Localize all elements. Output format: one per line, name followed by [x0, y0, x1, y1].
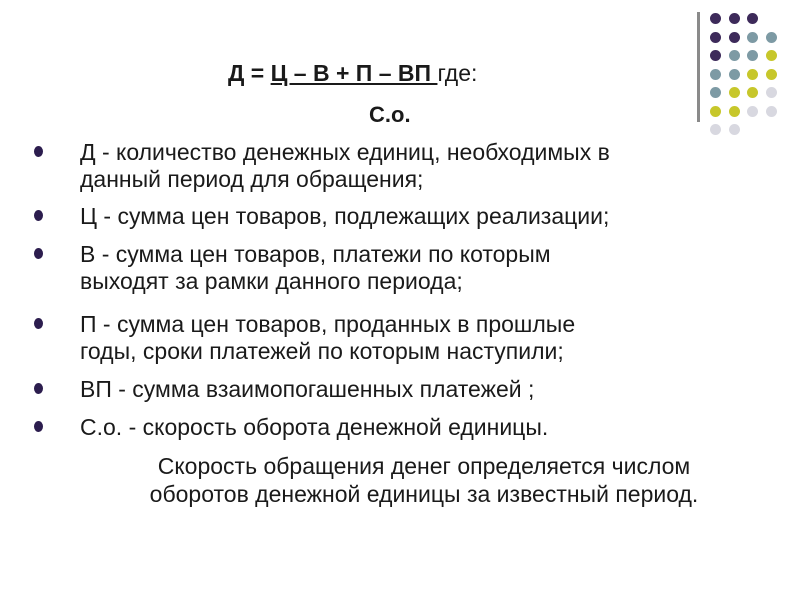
decorative-dot — [747, 32, 758, 43]
decorative-dot — [766, 50, 777, 61]
decorative-dot — [729, 32, 740, 43]
definition-line: ВП - сумма взаимопогашенных платежей ; — [80, 376, 535, 402]
decorative-dot — [747, 106, 758, 117]
decorative-dot — [729, 50, 740, 61]
decorative-dot — [710, 13, 721, 24]
decorative-dot — [747, 50, 758, 61]
bullet-icon — [34, 146, 43, 157]
closing-line: Скорость обращения денег определяется числом — [157, 453, 691, 479]
definition-line: Ц - сумма цен товаров, подлежащих реализации; — [80, 203, 610, 229]
formula-expression: Ц – В + П – ВП — [270, 60, 438, 86]
definition-line: Д - количество денежных единиц, необходимых в — [80, 139, 610, 165]
decorative-dot — [747, 13, 758, 24]
decorative-dot-grid — [710, 13, 790, 133]
decorative-dot — [729, 87, 740, 98]
definition-item — [80, 414, 700, 441]
decorative-dot — [729, 13, 740, 24]
decorative-dot — [710, 32, 721, 43]
decorative-dot — [747, 87, 758, 98]
definition-item — [80, 376, 700, 403]
definition-line: выходят за рамки данного периода; — [80, 268, 463, 294]
decorative-dot — [710, 106, 721, 117]
definition-line: С.о. - скорость оборота денежной единицы. — [80, 414, 549, 440]
bullet-icon — [34, 383, 43, 394]
definition-item — [80, 203, 700, 230]
formula-suffix: где: — [437, 60, 478, 86]
decorative-dot — [766, 87, 777, 98]
decorative-dot — [766, 106, 777, 117]
definition-line: годы, сроки платежей по которым наступили; — [80, 338, 564, 364]
definition-line: данный период для обращения; — [80, 166, 424, 192]
decorative-dot — [710, 124, 721, 135]
definition-item — [80, 139, 700, 193]
closing-paragraph — [64, 452, 784, 508]
formula-lhs: Д = — [228, 60, 271, 86]
decorative-dot — [710, 87, 721, 98]
decorative-dot — [729, 106, 740, 117]
decorative-vertical-line — [697, 12, 700, 122]
bullet-icon — [34, 248, 43, 259]
definition-item — [80, 241, 700, 295]
bullet-icon — [34, 210, 43, 221]
decorative-dot — [747, 69, 758, 80]
decorative-dot — [729, 124, 740, 135]
bullet-icon — [34, 318, 43, 329]
definition-line: П - сумма цен товаров, проданных в прошлые — [80, 311, 576, 337]
velocity-label: С.о. — [369, 102, 411, 127]
bullet-icon — [34, 421, 43, 432]
definition-line: В - сумма цен товаров, платежи по которым — [80, 241, 551, 267]
decorative-dot — [766, 69, 777, 80]
definition-item — [80, 311, 700, 365]
closing-line: оборотов денежной единицы за известный период. — [149, 481, 699, 507]
decorative-dot — [729, 69, 740, 80]
formula — [228, 60, 477, 87]
decorative-dot — [710, 50, 721, 61]
decorative-dot — [710, 69, 721, 80]
decorative-dot — [766, 32, 777, 43]
